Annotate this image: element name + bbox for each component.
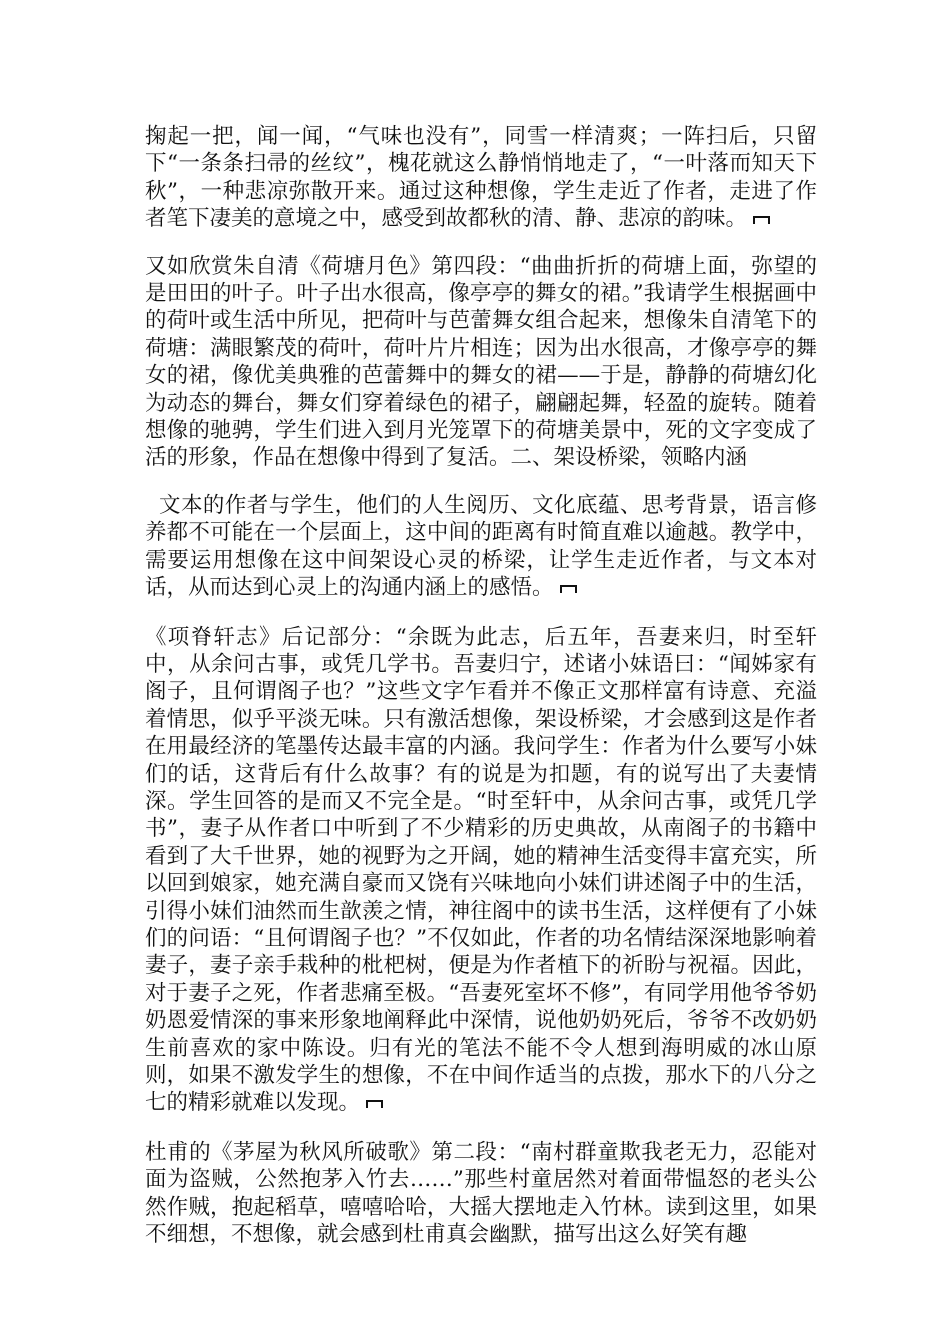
paragraph-mark-icon [366, 1100, 383, 1108]
paragraph-4 [145, 624, 817, 1117]
paragraph-2 [145, 253, 817, 472]
paragraph-1 [145, 123, 817, 233]
paragraph-1-text: 掬起一把，闻一闻，“气味也没有”，同雪一样清爽；一阵扫后，只留下“一条条扫帚的丝纹”，槐花就这么静悄悄地走了，“一叶落而知天下秋”，一种悲凉弥散开来。通过这种想像，学生走近了作者，走进了作者笔下凄美的意境之中，感受到故都秋的清、静、悲凉的韵味。 [145, 124, 817, 232]
paragraph-5 [145, 1139, 817, 1249]
paragraph-mark-icon [560, 585, 577, 593]
paragraph-3-text: 文本的作者与学生，他们的人生阅历、文化底蕴、思考背景，语言修养都不可能在一个层面上，这中间的距离有时简直难以逾越。教学中，需要运用想像在这中间架设心灵的桥梁，让学生走近作者，与文本对话，从而达到心灵上的沟通内涵上的感悟。 [145, 492, 817, 601]
document-page [145, 123, 817, 1248]
paragraph-5-text: 杜甫的《茅屋为秋风所破歌》第二段：“南村群童欺我老无力，忍能对面为盗贼，公然抱茅入竹去……”那些村童居然对着面带愠怒的老头公然作贼，抱起稻草，嘻嘻哈哈，大摇大摆地走入竹林。读到这里，如果不细想，不想像，就会感到杜甫真会幽默，描写出这么好笑有趣 [145, 1139, 817, 1248]
paragraph-mark-icon [753, 216, 770, 224]
paragraph-3 [145, 492, 817, 602]
paragraph-4-text: 《项脊轩志》后记部分：“余既为此志，后五年，吾妻来归，时至轩中，从余问古事，或凭几学书。吾妻归宁，述诸小妹语曰：“闻姊家有阁子，且何谓阁子也？”这些文字乍看并不像正文那样富有诗意、充溢着情思，似乎平淡无味。只有激活想像，架设桥梁，才会感到这是作者在用最经济的笔墨传达最丰富的内涵。我问学生：作者为什么要写小妹们的话，这背后有什么故事？有的说是为扣题，有的说写出了夫妻情深。学生回答的是而又不完全是。“时至轩中，从余问古事，或凭几学书”，妻子从作者口中听到了不少精彩的历史典故，从南阁子的书籍中看到了大千世界，她的视野为之开阔，她的精神生活变得丰富充实，所以回到娘家，她充满自豪而又饶有兴味地向小妹们讲述阁子中的生活，引得小妹们油然而生歆羡之情，神往阁中的读书生活，这样便有了小妹们的问语：“且何谓阁子也？”不仅如此，作者的功名情结深深地影响着妻子，妻子亲手栽种的枇杷树，便是为作者植下的祈盼与祝福。因此，对于妻子之死，作者悲痛至极。“吾妻死室坏不修”，有同学用他爷爷奶奶恩爱情深的事来形象地阐释此中深情，说他奶奶死后，爷爷不改奶奶生前喜欢的家中陈设。归有光的笔法不能不令人想到海明威的冰山原则，如果不激发学生的想像，不在中间作适当的点拨，那水下的八分之七的精彩就难以发现。 [145, 624, 817, 1116]
paragraph-2-text: 又如欣赏朱自清《荷塘月色》第四段：“曲曲折折的荷塘上面，弥望的是田田的叶子。叶子出水很高，像亭亭的舞女的裙。”我请学生根据画中的荷叶或生活中所见，把荷叶与芭蕾舞女组合起来，想像朱自清笔下的荷塘：满眼繁茂的荷叶，荷叶片片相连；因为出水很高，才像亭亭的舞女的裙，像优美典雅的芭蕾舞中的舞女的裙——于是，静静的荷塘幻化为动态的舞台，舞女们穿着绿色的裙子，翩翩起舞，轻盈的旋转。随着想像的驰骋，学生们进入到月光笼罩下的荷塘美景中，死的文字变成了活的形象，作品在想像中得到了复活。二、架设桥梁，领略内涵 [145, 253, 817, 471]
